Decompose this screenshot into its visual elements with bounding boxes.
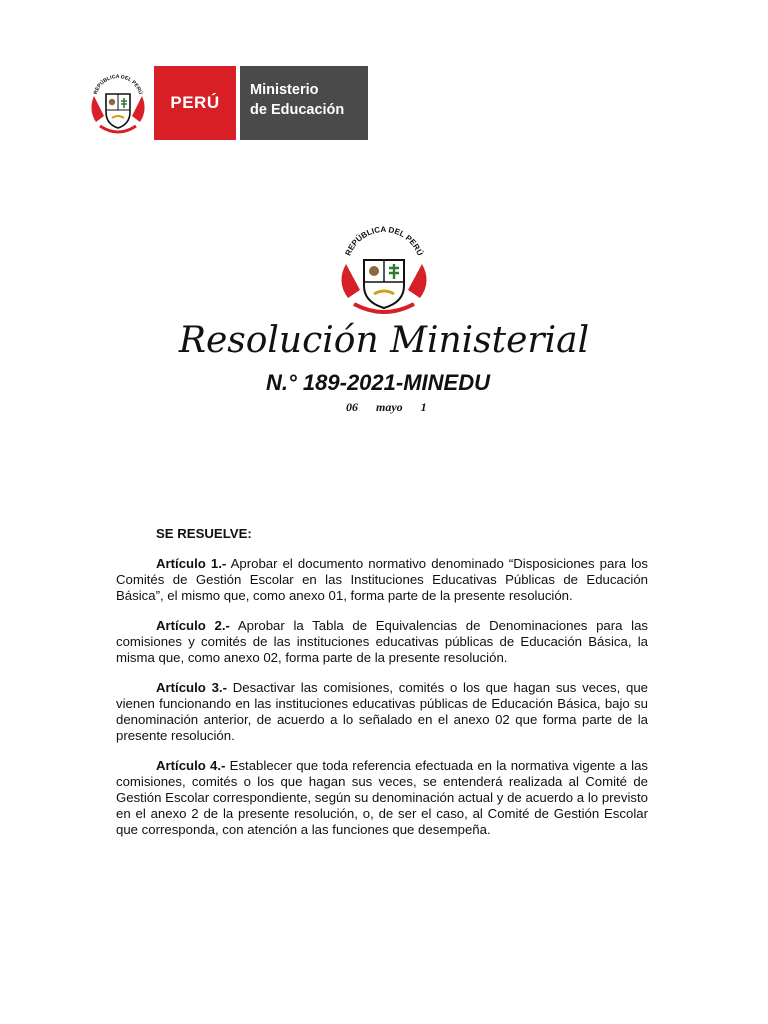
article-label: Artículo 1.-: [156, 556, 227, 571]
article-text: Desactivar las comisiones, comités o los que hagan sus veces, que vienen funcionando en las instituciones educativas públicas de Educación Básica, bajo su denominación anterior, de acuerdo a lo señalado en el anexo 02 que forma parte de la presente resolución.: [116, 680, 648, 743]
section-heading: SE RESUELVE:: [156, 526, 252, 541]
article-3: [116, 680, 648, 744]
article-label: Artículo 3.-: [156, 680, 227, 695]
article-1: [116, 556, 648, 604]
resolution-date: [346, 400, 445, 415]
svg-text:REPÚBLICA DEL PERÚ: [93, 74, 144, 96]
peru-label: PERÚ: [154, 66, 236, 140]
ministry-line-2: de Educación: [250, 102, 345, 118]
article-text: Aprobar el documento normativo denominado “Disposiciones para los Comités de Gestión Escolar en las Instituciones Educativas Públicas de Educación Básica”, el mismo que, como anexo 01, forma parte de la presente resolución.: [116, 556, 648, 603]
article-label: Artículo 4.-: [156, 758, 226, 773]
coat-of-arms-icon: [86, 66, 150, 140]
resolution-number: N.° 189-2021-MINEDU: [266, 370, 490, 395]
resolution-body: [116, 526, 648, 852]
ministry-name: [240, 66, 368, 140]
svg-text:REPÚBLICA DEL PERÚ: [343, 225, 424, 257]
date-day: 06: [346, 400, 358, 414]
seal-text: REPÚBLICA DEL PERÚ: [343, 224, 425, 258]
national-seal-icon: [334, 224, 434, 318]
date-month: mayo: [376, 400, 403, 414]
article-text: Aprobar la Tabla de Equivalencias de Denominaciones para las comisiones y comités de las instituciones educativas públicas de Educación Básica, la misma que, como anexo 02, forma parte de la presente resolución.: [116, 618, 649, 665]
ministry-logo: [86, 66, 368, 140]
ministry-line-1: Ministerio: [250, 82, 319, 98]
article-2: [116, 618, 648, 666]
shield-text: REPÚBLICA DEL PERÚ: [92, 73, 144, 96]
date-year: 1: [420, 400, 427, 414]
resolution-title: Resolución Ministerial: [178, 320, 590, 361]
article-label: Artículo 2.-: [156, 618, 230, 633]
article-text: Establecer que toda referencia efectuada en la normativa vigente a las comisiones, comités o los que hagan sus veces, se entenderá realizada al Comité de Gestión Escolar correspondiente, según su denominación actual y de acuerdo a lo previsto en el anexo 2 de la presente resolución, o, de ser el caso, al Comité de Gestión Escolar que corresponda, con atención a las funciones que desempeña.: [116, 758, 648, 837]
article-4: [116, 758, 648, 838]
